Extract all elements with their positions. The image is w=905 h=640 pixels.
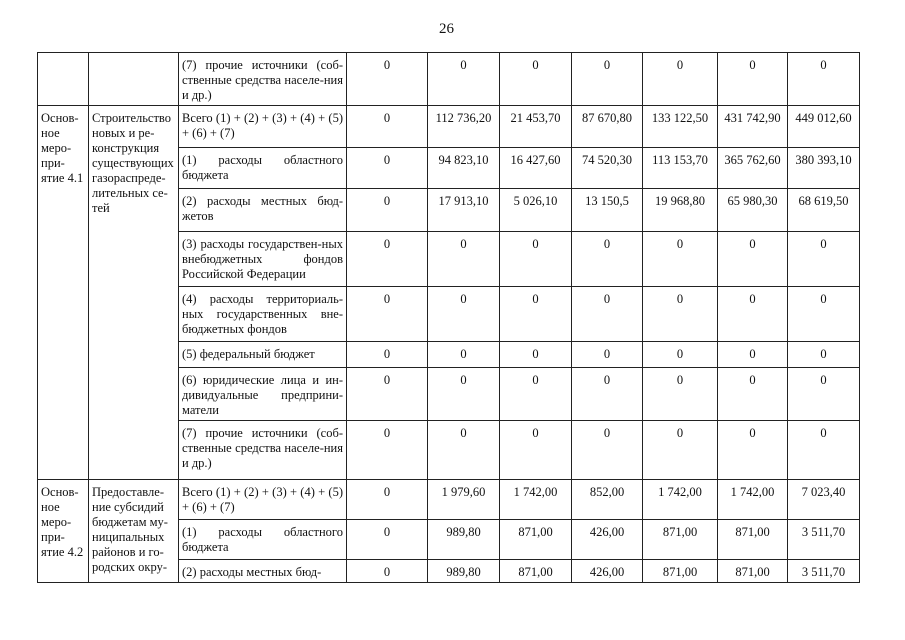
source-cell: (2) расходы местных бюд-жетов [179, 189, 347, 232]
value-cell: 1 979,60 [428, 480, 500, 520]
value-cell: 871,00 [643, 520, 718, 560]
value-cell: 449 012,60 [788, 106, 860, 148]
value-cell: 426,00 [572, 560, 643, 583]
value-cell: 0 [643, 53, 718, 106]
value-cell: 16 427,60 [500, 148, 572, 189]
source-cell: Всего (1) + (2) + (3) + (4) + (5) + (6) + (7) [179, 106, 347, 148]
measure-title: Основ-ное меро-при-ятие 4.1 [38, 106, 89, 480]
source-cell: (1) расходы областного бюджета [179, 520, 347, 560]
value-cell: 0 [347, 421, 428, 480]
value-cell: 0 [428, 287, 500, 342]
value-cell: 0 [428, 368, 500, 421]
value-cell: 68 619,50 [788, 189, 860, 232]
value-cell: 65 980,30 [718, 189, 788, 232]
source-cell: (1) расходы областного бюджета [179, 148, 347, 189]
value-cell: 0 [428, 421, 500, 480]
value-cell: 0 [788, 421, 860, 480]
value-cell: 0 [347, 560, 428, 583]
value-cell: 0 [347, 232, 428, 287]
value-cell: 0 [788, 232, 860, 287]
value-cell: 0 [347, 480, 428, 520]
source-cell: (4) расходы территориаль-ных государственных вне-бюджетных фондов [179, 287, 347, 342]
empty-cell [89, 53, 179, 106]
table-row [38, 53, 860, 106]
value-cell: 0 [347, 368, 428, 421]
value-cell: 380 393,10 [788, 148, 860, 189]
value-cell: 0 [428, 232, 500, 287]
value-cell: 13 150,5 [572, 189, 643, 232]
value-cell: 3 511,70 [788, 560, 860, 583]
value-cell: 989,80 [428, 560, 500, 583]
value-cell: 426,00 [572, 520, 643, 560]
value-cell: 0 [572, 53, 643, 106]
value-cell: 0 [500, 342, 572, 368]
page-number: 26 [439, 21, 454, 37]
value-cell: 7 023,40 [788, 480, 860, 520]
measure-description: Строительство новых и ре-конструкция существующих газораспреде-лительных се-тей [89, 106, 179, 480]
value-cell: 0 [500, 53, 572, 106]
value-cell: 0 [572, 232, 643, 287]
value-cell: 0 [572, 368, 643, 421]
value-cell: 0 [347, 342, 428, 368]
value-cell: 0 [347, 287, 428, 342]
value-cell: 94 823,10 [428, 148, 500, 189]
value-cell: 0 [643, 421, 718, 480]
value-cell: 852,00 [572, 480, 643, 520]
value-cell: 871,00 [718, 560, 788, 583]
value-cell: 0 [788, 368, 860, 421]
value-cell: 0 [347, 148, 428, 189]
value-cell: 133 122,50 [643, 106, 718, 148]
value-cell: 0 [643, 368, 718, 421]
value-cell: 0 [718, 232, 788, 287]
value-cell: 0 [500, 287, 572, 342]
value-cell: 74 520,30 [572, 148, 643, 189]
value-cell: 0 [572, 342, 643, 368]
value-cell: 0 [718, 287, 788, 342]
source-cell: (2) расходы местных бюд- [179, 560, 347, 583]
value-cell: 0 [643, 342, 718, 368]
value-cell: 0 [347, 520, 428, 560]
value-cell: 0 [428, 53, 500, 106]
source-cell: Всего (1) + (2) + (3) + (4) + (5) + (6) + (7) [179, 480, 347, 520]
table-row [38, 480, 860, 520]
value-cell: 1 742,00 [500, 480, 572, 520]
value-cell: 0 [500, 232, 572, 287]
value-cell: 3 511,70 [788, 520, 860, 560]
value-cell: 19 968,80 [643, 189, 718, 232]
value-cell: 112 736,20 [428, 106, 500, 148]
budget-table [37, 52, 860, 583]
value-cell: 0 [347, 189, 428, 232]
empty-cell [38, 53, 89, 106]
source-cell: (7) прочие источники (соб-ственные средства населе-ния и др.) [179, 53, 347, 106]
source-cell: (7) прочие источники (соб-ственные средства населе-ния и др.) [179, 421, 347, 480]
value-cell: 0 [572, 421, 643, 480]
value-cell: 1 742,00 [643, 480, 718, 520]
value-cell: 871,00 [718, 520, 788, 560]
value-cell: 113 153,70 [643, 148, 718, 189]
measure-title: Основ-ное меро-при-ятие 4.2 [38, 480, 89, 583]
source-cell: (6) юридические лица и ин-дивидуальные предприни-матели [179, 368, 347, 421]
value-cell: 871,00 [500, 520, 572, 560]
table-row [38, 106, 860, 148]
value-cell: 1 742,00 [718, 480, 788, 520]
value-cell: 0 [788, 287, 860, 342]
measure-description: Предоставле-ние субсидий бюджетам му-ниципальных районов и го-родских окру- [89, 480, 179, 583]
value-cell: 989,80 [428, 520, 500, 560]
value-cell: 5 026,10 [500, 189, 572, 232]
value-cell: 21 453,70 [500, 106, 572, 148]
value-cell: 0 [718, 368, 788, 421]
value-cell: 0 [788, 53, 860, 106]
value-cell: 0 [500, 421, 572, 480]
value-cell: 871,00 [643, 560, 718, 583]
value-cell: 0 [718, 421, 788, 480]
value-cell: 0 [347, 106, 428, 148]
value-cell: 0 [643, 232, 718, 287]
value-cell: 0 [718, 53, 788, 106]
value-cell: 365 762,60 [718, 148, 788, 189]
value-cell: 0 [643, 287, 718, 342]
source-cell: (5) федеральный бюджет [179, 342, 347, 368]
value-cell: 871,00 [500, 560, 572, 583]
value-cell: 0 [500, 368, 572, 421]
value-cell: 87 670,80 [572, 106, 643, 148]
value-cell: 0 [718, 342, 788, 368]
source-cell: (3) расходы государствен-ных внебюджетных фондов Российской Федерации [179, 232, 347, 287]
value-cell: 0 [347, 53, 428, 106]
value-cell: 0 [428, 342, 500, 368]
value-cell: 0 [572, 287, 643, 342]
value-cell: 431 742,90 [718, 106, 788, 148]
value-cell: 0 [788, 342, 860, 368]
value-cell: 17 913,10 [428, 189, 500, 232]
